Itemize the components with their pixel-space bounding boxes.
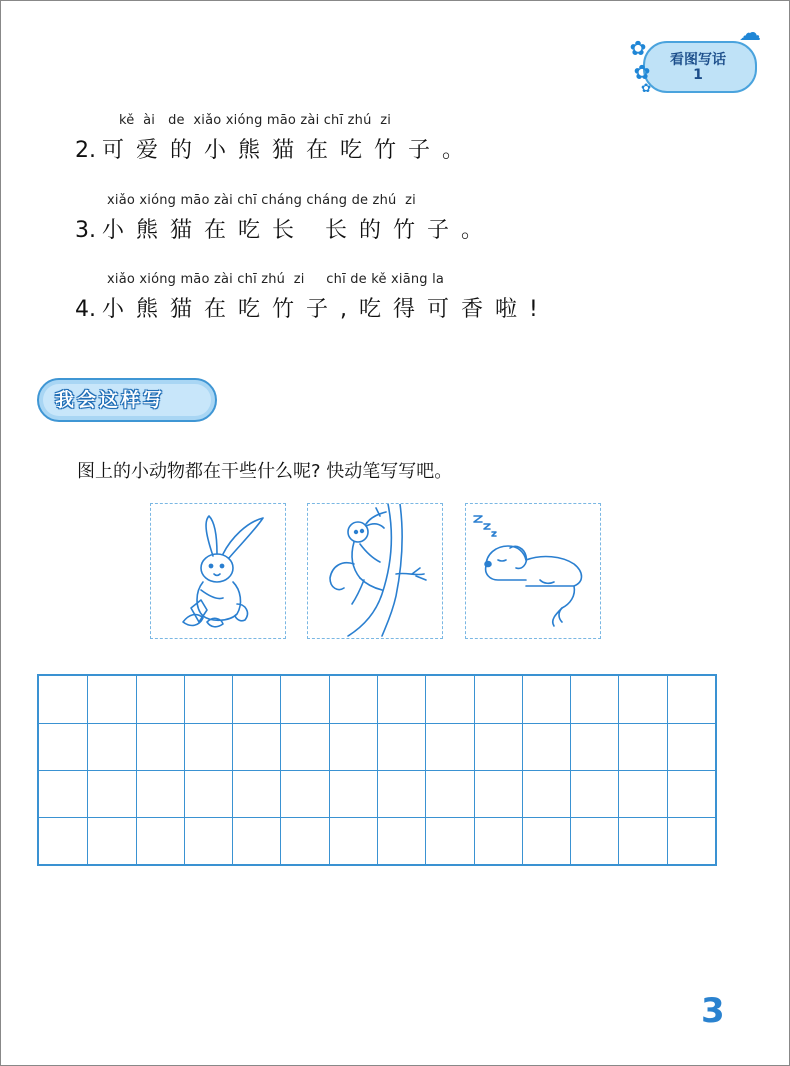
rabbit-carrot-icon bbox=[151, 504, 285, 638]
grid-col-line bbox=[329, 676, 330, 864]
sentence-text: 小熊猫在吃竹子,吃得可香啦! bbox=[102, 297, 550, 322]
page-number: 3 bbox=[701, 991, 725, 1031]
section-title: 我会这样写 bbox=[55, 389, 166, 411]
grid-col-line bbox=[280, 676, 281, 864]
badge-title: 看图写话 bbox=[670, 52, 726, 68]
sentence-number: 3. bbox=[75, 218, 96, 243]
bear-head-icon: ☁ bbox=[739, 21, 761, 46]
grid-col-line bbox=[618, 676, 619, 864]
sentence-hanzi bbox=[75, 133, 476, 164]
grid-col-line bbox=[87, 676, 88, 864]
grid-col-line bbox=[667, 676, 668, 864]
header-badge bbox=[623, 23, 773, 101]
grid-col-line bbox=[522, 676, 523, 864]
grid-col-line bbox=[184, 676, 185, 864]
badge-number: 1 bbox=[693, 67, 703, 83]
writing-grid[interactable] bbox=[37, 674, 717, 866]
grid-col-line bbox=[136, 676, 137, 864]
picture-frame bbox=[465, 503, 601, 639]
sentence-text: 可爱的小熊猫在吃竹子。 bbox=[102, 138, 477, 163]
picture-frame bbox=[150, 503, 286, 639]
instruction-text: 图上的小动物都在干些什么呢? 快动笔写写吧。 bbox=[77, 461, 453, 482]
grid-col-line bbox=[377, 676, 378, 864]
flower-icon: ✿ bbox=[640, 81, 652, 95]
grid-col-line bbox=[474, 676, 475, 864]
picture-frame bbox=[307, 503, 443, 639]
sentence-pinyin: xiǎo xióng māo zài chī cháng cháng de zhú zi bbox=[107, 193, 416, 208]
monkey-tree-icon bbox=[308, 504, 442, 638]
sleeping-dog-icon bbox=[466, 504, 600, 638]
sentence-number: 4. bbox=[75, 297, 96, 322]
flower-icon: ✿ bbox=[629, 36, 647, 60]
sentence-hanzi bbox=[75, 292, 550, 323]
sentence-pinyin: xiǎo xióng māo zài chī zhú zi chī de kě xiāng la bbox=[107, 272, 445, 287]
sentence-text: 小熊猫在吃长 长的竹子。 bbox=[102, 218, 495, 243]
grid-col-line bbox=[232, 676, 233, 864]
grid-col-line bbox=[425, 676, 426, 864]
grid-col-line bbox=[570, 676, 571, 864]
sentence-number: 2. bbox=[75, 138, 96, 163]
sentence-pinyin: kě ài de xiǎo xióng māo zài chī zhú zi bbox=[119, 113, 392, 128]
sentence-hanzi bbox=[75, 213, 495, 244]
flower-icon: ✿ bbox=[633, 60, 651, 84]
